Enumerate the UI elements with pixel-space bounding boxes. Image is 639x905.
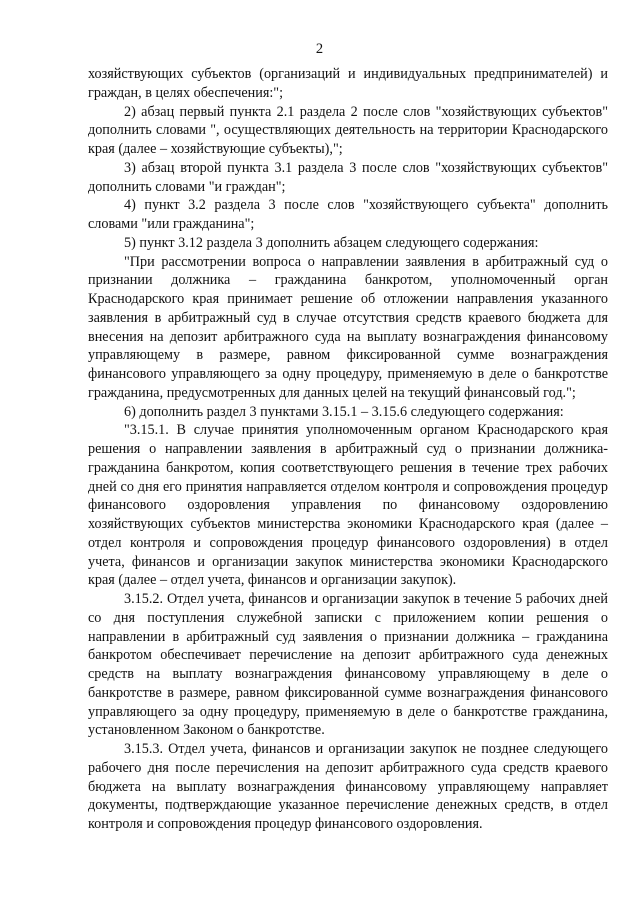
paragraph-item-4: 4) пункт 3.2 раздела 3 после слов "хозяйствующего субъекта" дополнить словами "или гражданина"; (88, 197, 608, 232)
page-number: 2 (315, 41, 324, 57)
paragraph-item-6: 6) дополнить раздел 3 пунктами 3.15.1 – 3.15.6 следующего содержания: (124, 403, 564, 420)
paragraph-3-15-1: "3.15.1. В случае принятия уполномоченным органом Краснодарского края решения о направлении заявления в арбитражный суд о признании должника-гражданина банкротом, копия соответствующего решения в течение трех рабочих дней со дня его принятия направляется отделом контроля и сопровождения процедур финансового оздоровления управления по финансовому оздоровлению хозяйствующих субъектов министерства экономики Краснодарского края (далее – отдел контроля и сопровождения процедур финансового оздоровления) в отдел учета, финансов и организации закупок министерства экономики Краснодарского края (далее – отдел учета, финансов и организации закупок). (88, 422, 608, 589)
paragraph-quote-3-12: "При рассмотрении вопроса о направлении заявления в арбитражный суд о признании должника – гражданина банкротом, уполномоченный орган Краснодарского края принимает решение об отложении направления указанного заявления в арбитражный суд в случае отсутствия средств краевого бюджета для внесения на депозит арбитражного суда на выплату вознаграждения финансовому управляющему в размере, равном фиксированной сумме вознаграждения финансового управляющего за одну процедуру, применяемую в деле о банкротстве гражданина, предусмотренных для данных целей на текущий финансовый год."; (88, 253, 608, 401)
paragraph-item-3: 3) абзац второй пункта 3.1 раздела 3 после слов "хозяйствующих субъектов" дополнить словами "и граждан"; (88, 159, 608, 195)
paragraph-item-5: 5) пункт 3.12 раздела 3 дополнить абзацем следующего содержания: (124, 234, 539, 251)
paragraph-continuation: хозяйствующих субъектов (организаций и индивидуальных предпринимателей) и граждан, в целях обеспечения:"; (88, 66, 608, 101)
document-body (88, 65, 608, 834)
paragraph-item-2: 2) абзац первый пункта 2.1 раздела 2 после слов "хозяйствующих субъектов" дополнить словами ", осуществляющих деятельность на территории Краснодарского края (далее – хозяйствующие субъекты),"; (88, 103, 608, 157)
paragraph-3-15-2: 3.15.2. Отдел учета, финансов и организации закупок в течение 5 рабочих дней со дня поступления служебной записки с приложением копии решения о направлении в арбитражный суд заявления о признании должника – гражданина банкротом обеспечивает перечисление на депозит арбитражного суда денежных средств на выплату вознаграждения финансовому управляющему в деле о банкротстве в размере, равном фиксированной сумме вознаграждения финансового управляющего за одну процедуру, применяемую в деле о банкротстве гражданина, установленном Законом о банкротстве. (88, 591, 608, 739)
paragraph-3-15-3: 3.15.3. Отдел учета, финансов и организации закупок не позднее следующего рабочего дня после перечисления на депозит арбитражного суда средств краевого бюджета на выплату вознаграждения финансовому управляющему направляет документы, подтверждающие указанное перечисление денежных средств, в отдел контроля и сопровождения процедур финансового оздоровления. (88, 741, 608, 832)
